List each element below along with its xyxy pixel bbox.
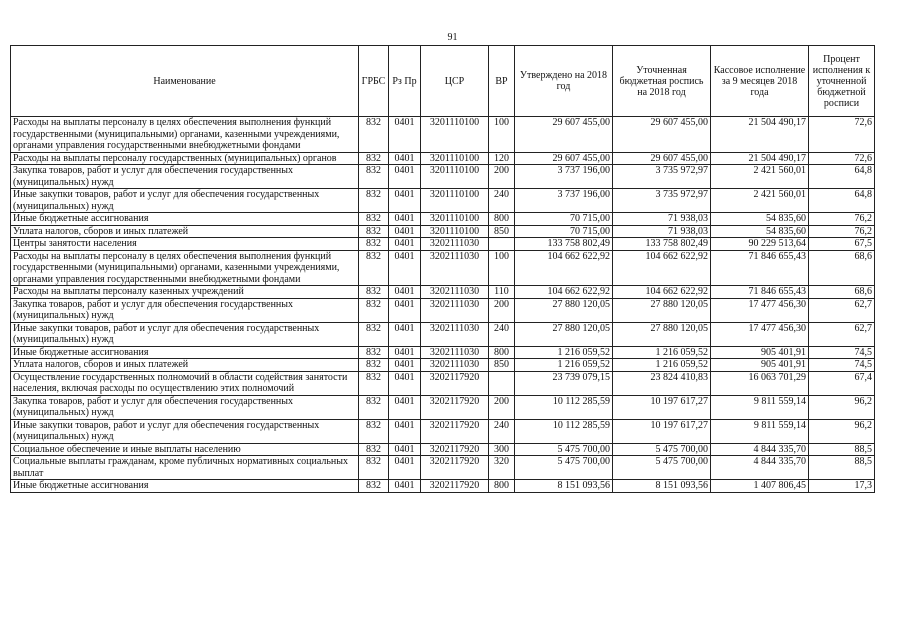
cell-refined: 1 216 059,52	[613, 346, 711, 359]
cell-vr: 800	[489, 480, 515, 493]
cell-name: Иные закупки товаров, работ и услуг для обеспечения государственных (муниципальных) нужд	[11, 189, 359, 213]
cell-csr: 3202111030	[421, 238, 489, 251]
cell-refined: 8 151 093,56	[613, 480, 711, 493]
cell-refined: 104 662 622,92	[613, 286, 711, 299]
cell-refined: 10 197 617,27	[613, 395, 711, 419]
cell-grbs: 832	[359, 359, 389, 372]
cell-grbs: 832	[359, 395, 389, 419]
table-row	[11, 359, 875, 372]
cell-approved: 27 880 120,05	[515, 298, 613, 322]
cell-percent: 96,2	[809, 419, 875, 443]
cell-name: Центры занятости населения	[11, 238, 359, 251]
cell-grbs: 832	[359, 286, 389, 299]
cell-rzpr: 0401	[389, 152, 421, 165]
budget-table	[10, 45, 875, 493]
cell-rzpr: 0401	[389, 250, 421, 286]
cell-refined: 133 758 802,49	[613, 238, 711, 251]
cell-name: Иные бюджетные ассигнования	[11, 480, 359, 493]
cell-cash: 90 229 513,64	[711, 238, 809, 251]
cell-percent: 64,8	[809, 189, 875, 213]
cell-refined: 27 880 120,05	[613, 322, 711, 346]
cell-percent: 68,6	[809, 250, 875, 286]
cell-name: Социальные выплаты гражданам, кроме публичных нормативных социальных выплат	[11, 456, 359, 480]
table-row	[11, 371, 875, 395]
cell-cash: 4 844 335,70	[711, 443, 809, 456]
table-body	[11, 117, 875, 493]
cell-rzpr: 0401	[389, 117, 421, 153]
cell-rzpr: 0401	[389, 225, 421, 238]
cell-rzpr: 0401	[389, 419, 421, 443]
cell-csr: 3202111030	[421, 250, 489, 286]
cell-cash: 71 846 655,43	[711, 250, 809, 286]
cell-grbs: 832	[359, 238, 389, 251]
cell-vr: 110	[489, 286, 515, 299]
cell-csr: 3202117920	[421, 371, 489, 395]
cell-vr: 240	[489, 419, 515, 443]
cell-csr: 3201110100	[421, 165, 489, 189]
cell-rzpr: 0401	[389, 286, 421, 299]
cell-approved: 133 758 802,49	[515, 238, 613, 251]
cell-csr: 3202111030	[421, 298, 489, 322]
cell-refined: 10 197 617,27	[613, 419, 711, 443]
cell-grbs: 832	[359, 419, 389, 443]
cell-approved: 1 216 059,52	[515, 346, 613, 359]
cell-name: Иные закупки товаров, работ и услуг для обеспечения государственных (муниципальных) нужд	[11, 419, 359, 443]
header-approved: Утверждено на 2018 год	[515, 46, 613, 117]
cell-cash: 54 835,60	[711, 225, 809, 238]
cell-rzpr: 0401	[389, 298, 421, 322]
cell-percent: 74,5	[809, 359, 875, 372]
cell-approved: 5 475 700,00	[515, 443, 613, 456]
cell-csr: 3201110100	[421, 213, 489, 226]
cell-grbs: 832	[359, 298, 389, 322]
cell-approved: 23 739 079,15	[515, 371, 613, 395]
header-name: Наименование	[11, 46, 359, 117]
cell-csr: 3202111030	[421, 286, 489, 299]
cell-csr: 3201110100	[421, 189, 489, 213]
cell-refined: 1 216 059,52	[613, 359, 711, 372]
header-csr: ЦСР	[421, 46, 489, 117]
cell-name: Закупка товаров, работ и услуг для обеспечения государственных (муниципальных) нужд	[11, 298, 359, 322]
cell-approved: 3 737 196,00	[515, 189, 613, 213]
cell-percent: 64,8	[809, 165, 875, 189]
header-percent: Процент исполнения к уточненной бюджетной росписи	[809, 46, 875, 117]
cell-vr: 120	[489, 152, 515, 165]
cell-vr: 300	[489, 443, 515, 456]
cell-vr: 200	[489, 298, 515, 322]
cell-grbs: 832	[359, 371, 389, 395]
cell-name: Иные бюджетные ассигнования	[11, 213, 359, 226]
table-row	[11, 480, 875, 493]
cell-rzpr: 0401	[389, 359, 421, 372]
cell-percent: 96,2	[809, 395, 875, 419]
cell-vr: 850	[489, 225, 515, 238]
cell-cash: 2 421 560,01	[711, 165, 809, 189]
cell-percent: 74,5	[809, 346, 875, 359]
cell-grbs: 832	[359, 322, 389, 346]
cell-cash: 17 477 456,30	[711, 322, 809, 346]
cell-name: Расходы на выплаты персоналу казенных учреждений	[11, 286, 359, 299]
cell-cash: 1 407 806,45	[711, 480, 809, 493]
cell-approved: 10 112 285,59	[515, 419, 613, 443]
table-row	[11, 322, 875, 346]
cell-approved: 104 662 622,92	[515, 250, 613, 286]
cell-percent: 72,6	[809, 152, 875, 165]
table-row	[11, 238, 875, 251]
cell-percent: 68,6	[809, 286, 875, 299]
table-row	[11, 165, 875, 189]
cell-percent: 67,4	[809, 371, 875, 395]
cell-rzpr: 0401	[389, 213, 421, 226]
cell-vr: 100	[489, 250, 515, 286]
cell-cash: 21 504 490,17	[711, 117, 809, 153]
cell-vr: 200	[489, 165, 515, 189]
cell-grbs: 832	[359, 117, 389, 153]
header-refined: Уточненная бюджетная роспись на 2018 год	[613, 46, 711, 117]
table-row	[11, 286, 875, 299]
cell-rzpr: 0401	[389, 346, 421, 359]
cell-rzpr: 0401	[389, 189, 421, 213]
cell-grbs: 832	[359, 456, 389, 480]
cell-rzpr: 0401	[389, 238, 421, 251]
cell-name: Уплата налогов, сборов и иных платежей	[11, 225, 359, 238]
cell-cash: 905 401,91	[711, 346, 809, 359]
cell-vr	[489, 371, 515, 395]
cell-vr: 240	[489, 322, 515, 346]
cell-percent: 72,6	[809, 117, 875, 153]
table-row	[11, 152, 875, 165]
header-rzpr: Рз Пр	[389, 46, 421, 117]
cell-approved: 29 607 455,00	[515, 117, 613, 153]
cell-csr: 3201110100	[421, 152, 489, 165]
cell-cash: 54 835,60	[711, 213, 809, 226]
cell-rzpr: 0401	[389, 371, 421, 395]
cell-percent: 17,3	[809, 480, 875, 493]
cell-percent: 62,7	[809, 298, 875, 322]
cell-refined: 27 880 120,05	[613, 298, 711, 322]
cell-rzpr: 0401	[389, 165, 421, 189]
cell-approved: 8 151 093,56	[515, 480, 613, 493]
header-cash: Кассовое исполнение за 9 месяцев 2018 года	[711, 46, 809, 117]
cell-approved: 3 737 196,00	[515, 165, 613, 189]
cell-approved: 1 216 059,52	[515, 359, 613, 372]
cell-rzpr: 0401	[389, 443, 421, 456]
cell-cash: 9 811 559,14	[711, 419, 809, 443]
cell-name: Расходы на выплаты персоналу в целях обеспечения выполнения функций государственными (муниципальными) органами, казенными учреждениями, органами управления государственными внебюджетными фондами	[11, 250, 359, 286]
cell-cash: 16 063 701,29	[711, 371, 809, 395]
cell-csr: 3202117920	[421, 419, 489, 443]
cell-vr: 240	[489, 189, 515, 213]
cell-csr: 3202111030	[421, 359, 489, 372]
table-row	[11, 225, 875, 238]
cell-name: Расходы на выплаты персоналу государственных (муниципальных) органов	[11, 152, 359, 165]
cell-csr: 3201110100	[421, 117, 489, 153]
cell-refined: 23 824 410,83	[613, 371, 711, 395]
cell-csr: 3202111030	[421, 322, 489, 346]
cell-percent: 62,7	[809, 322, 875, 346]
cell-vr: 850	[489, 359, 515, 372]
cell-vr: 200	[489, 395, 515, 419]
cell-csr: 3202111030	[421, 346, 489, 359]
cell-name: Закупка товаров, работ и услуг для обеспечения государственных (муниципальных) нужд	[11, 165, 359, 189]
cell-refined: 29 607 455,00	[613, 152, 711, 165]
cell-name: Расходы на выплаты персоналу в целях обеспечения выполнения функций государственными (муниципальными) органами, казенными учреждениями, органами управления государственными внебюджетными фондами	[11, 117, 359, 153]
cell-grbs: 832	[359, 225, 389, 238]
cell-refined: 71 938,03	[613, 213, 711, 226]
cell-csr: 3201110100	[421, 225, 489, 238]
cell-approved: 70 715,00	[515, 213, 613, 226]
cell-grbs: 832	[359, 213, 389, 226]
cell-name: Иные закупки товаров, работ и услуг для обеспечения государственных (муниципальных) нужд	[11, 322, 359, 346]
header-grbs: ГРБС	[359, 46, 389, 117]
cell-cash: 905 401,91	[711, 359, 809, 372]
cell-rzpr: 0401	[389, 456, 421, 480]
cell-cash: 4 844 335,70	[711, 456, 809, 480]
cell-refined: 5 475 700,00	[613, 456, 711, 480]
table-header	[11, 46, 875, 117]
cell-grbs: 832	[359, 152, 389, 165]
cell-grbs: 832	[359, 443, 389, 456]
cell-name: Осуществление государственных полномочий в области содействия занятости населения, включая расходы по осуществлению этих полномочий	[11, 371, 359, 395]
cell-vr: 800	[489, 346, 515, 359]
cell-approved: 27 880 120,05	[515, 322, 613, 346]
table-row	[11, 117, 875, 153]
cell-name: Социальное обеспечение и иные выплаты населению	[11, 443, 359, 456]
cell-approved: 104 662 622,92	[515, 286, 613, 299]
cell-refined: 29 607 455,00	[613, 117, 711, 153]
cell-cash: 9 811 559,14	[711, 395, 809, 419]
table-row	[11, 419, 875, 443]
table-row	[11, 346, 875, 359]
cell-csr: 3202117920	[421, 395, 489, 419]
table-row	[11, 250, 875, 286]
cell-vr: 320	[489, 456, 515, 480]
cell-percent: 76,2	[809, 213, 875, 226]
table-row	[11, 213, 875, 226]
cell-grbs: 832	[359, 250, 389, 286]
header-vr: ВР	[489, 46, 515, 117]
cell-name: Уплата налогов, сборов и иных платежей	[11, 359, 359, 372]
cell-cash: 2 421 560,01	[711, 189, 809, 213]
cell-percent: 76,2	[809, 225, 875, 238]
cell-refined: 3 735 972,97	[613, 189, 711, 213]
cell-rzpr: 0401	[389, 322, 421, 346]
page-number: 91	[447, 32, 458, 43]
cell-grbs: 832	[359, 346, 389, 359]
cell-refined: 5 475 700,00	[613, 443, 711, 456]
cell-approved: 5 475 700,00	[515, 456, 613, 480]
cell-percent: 88,5	[809, 443, 875, 456]
cell-csr: 3202117920	[421, 456, 489, 480]
cell-rzpr: 0401	[389, 480, 421, 493]
cell-rzpr: 0401	[389, 395, 421, 419]
table-row	[11, 189, 875, 213]
cell-name: Закупка товаров, работ и услуг для обеспечения государственных (муниципальных) нужд	[11, 395, 359, 419]
cell-cash: 17 477 456,30	[711, 298, 809, 322]
cell-vr: 800	[489, 213, 515, 226]
cell-refined: 3 735 972,97	[613, 165, 711, 189]
cell-approved: 70 715,00	[515, 225, 613, 238]
cell-name: Иные бюджетные ассигнования	[11, 346, 359, 359]
cell-grbs: 832	[359, 165, 389, 189]
cell-cash: 21 504 490,17	[711, 152, 809, 165]
cell-approved: 29 607 455,00	[515, 152, 613, 165]
cell-grbs: 832	[359, 189, 389, 213]
cell-csr: 3202117920	[421, 480, 489, 493]
cell-grbs: 832	[359, 480, 389, 493]
table-row	[11, 443, 875, 456]
cell-vr	[489, 238, 515, 251]
cell-cash: 71 846 655,43	[711, 286, 809, 299]
cell-approved: 10 112 285,59	[515, 395, 613, 419]
cell-refined: 104 662 622,92	[613, 250, 711, 286]
cell-csr: 3202117920	[421, 443, 489, 456]
cell-vr: 100	[489, 117, 515, 153]
cell-percent: 88,5	[809, 456, 875, 480]
table-row	[11, 395, 875, 419]
table-row	[11, 456, 875, 480]
cell-percent: 67,5	[809, 238, 875, 251]
cell-refined: 71 938,03	[613, 225, 711, 238]
table-row	[11, 298, 875, 322]
